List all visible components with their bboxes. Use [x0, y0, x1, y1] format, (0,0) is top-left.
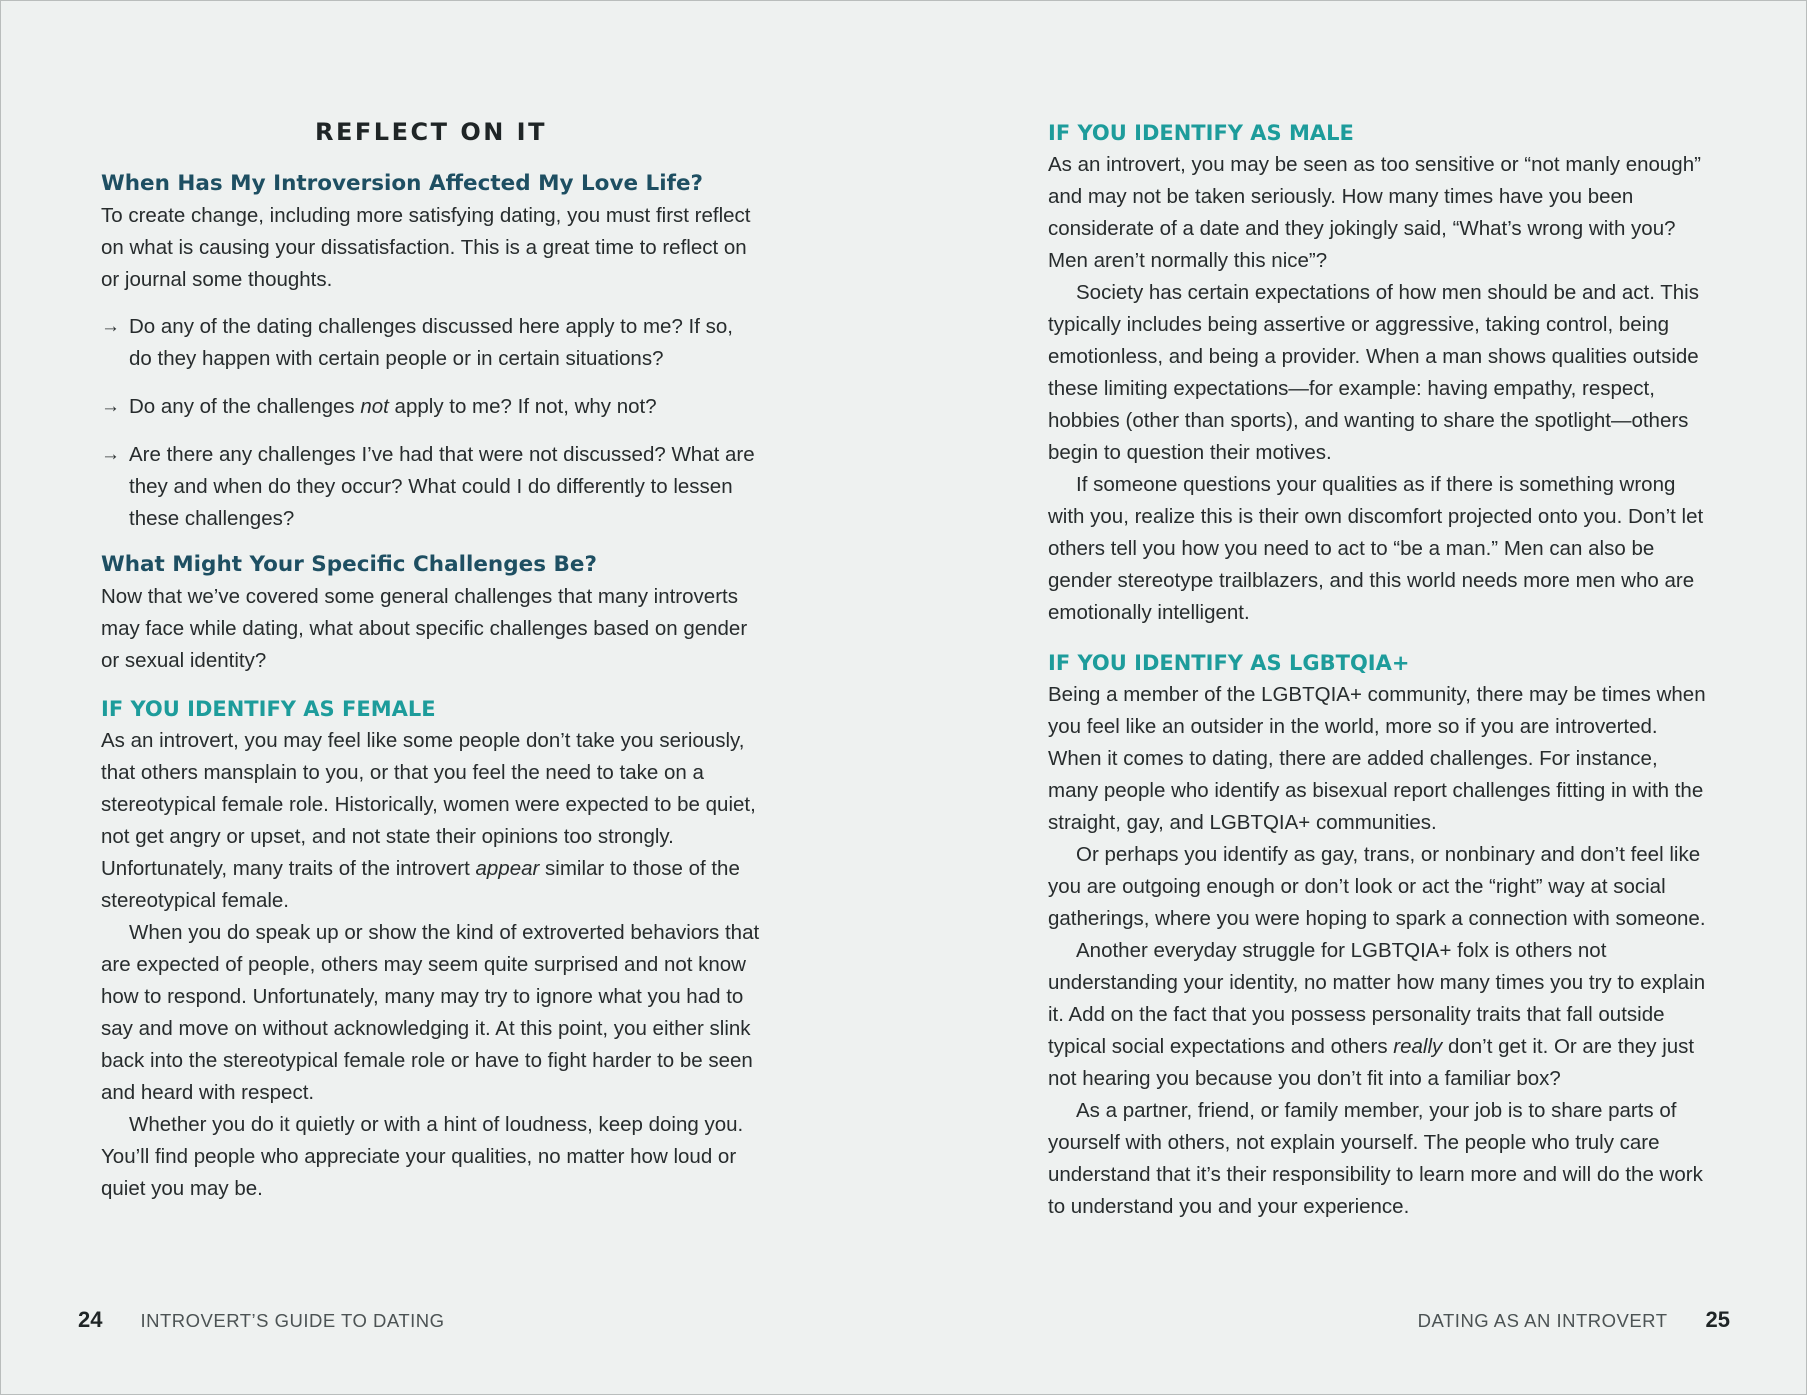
section-heading-love-life: When Has My Introversion Affected My Love Life?	[101, 171, 703, 196]
body-paragraph: Society has certain expectations of how men should be and act. This typically includes being assertive or aggressive, taking control, being emotionless, and being a provider. When a man shows qualities outside these limiting expectations—for example: having empathy, respect, hobbies (other than sports), and wanting to share the spotlight—others begin to question their motives.	[1048, 281, 1699, 464]
list-item	[101, 391, 761, 423]
question-text: Do any of the challenges not apply to me? If not, why not?	[129, 395, 657, 418]
body-paragraph: As a partner, friend, or family member, your job is to share parts of yourself with others, not explain yourself. The people who truly care understand that it’s their responsibility to learn more and will do the work to understand you and your experience.	[1048, 1099, 1703, 1218]
question-text: Are there any challenges I’ve had that were not discussed? What are they and when do they occur? What could I do differently to lessen these challenges?	[129, 443, 755, 530]
section-heading-specific-challenges: What Might Your Specific Challenges Be?	[101, 552, 597, 577]
arrow-right-icon: →	[101, 444, 120, 465]
body-paragraph: Whether you do it quietly or with a hint of loudness, keep doing you. You’ll find people who appreciate your qualities, no matter how loud or quiet you may be.	[101, 1113, 744, 1200]
list-item	[101, 311, 761, 375]
body-paragraph: Being a member of the LGBTQIA+ community, there may be times when you feel like an outsider in the world, more so if you are introverted. When it comes to dating, there are added challenges. For instance, many people who identify as bisexual report challenges fitting in with the straight, gay, and LGBTQIA+ communities.	[1048, 683, 1706, 834]
right-page-footer	[1418, 1307, 1730, 1333]
running-head: DATING AS AN INTROVERT	[1417, 1310, 1668, 1331]
question-text: Do any of the dating challenges discussed here apply to me? If so, do they happen with certain people or in certain situations?	[129, 315, 733, 370]
running-head: INTROVERT’S GUIDE TO DATING	[140, 1310, 445, 1331]
left-page	[101, 1, 761, 1205]
body-paragraph: As an introvert, you may be seen as too sensitive or “not manly enough” and may not be taken seriously. How many times have you been considerate of a date and they jokingly said, “What’s wrong with you? Men aren’t normally this nice”?	[1048, 153, 1701, 272]
page-number: 25	[1705, 1307, 1730, 1332]
reflection-questions-list	[101, 311, 761, 535]
left-page-footer	[78, 1307, 445, 1333]
subheading-female: IF YOU IDENTIFY AS FEMALE	[101, 697, 436, 721]
section-intro-paragraph: Now that we’ve covered some general challenges that many introverts may face while dating, what about specific challenges based on gender or sexual identity?	[101, 585, 748, 672]
body-paragraph: When you do speak up or show the kind of extroverted behaviors that are expected of people, others may seem quite surprised and not know how to respond. Unfortunately, many may try to ignore what you had to say and move on without acknowledging it. At this point, you either slink back into the stereotypical female role or have to fight harder to be seen and heard with respect.	[101, 921, 760, 1104]
body-paragraph: Another everyday struggle for LGBTQIA+ folx is others not understanding your identity, no matter how many times you try to explain it. Add on the fact that you possess personality traits that fall outside typical social expectations and others really don’t get it. Or are they just not hearing you because you don’t fit into a familiar box?	[1048, 939, 1706, 1090]
arrow-right-icon: →	[101, 396, 120, 417]
subheading-lgbtqia: IF YOU IDENTIFY AS LGBTQIA+	[1048, 651, 1410, 675]
list-item	[101, 439, 761, 535]
arrow-right-icon: →	[101, 316, 120, 337]
page-number: 24	[78, 1307, 103, 1332]
body-paragraph: As an introvert, you may feel like some people don’t take you seriously, that others mansplain to you, or that you feel the need to take on a stereotypical female role. Historically, women were expected to be quiet, not get angry or upset, and not state their opinions too strongly. Unfortunately, many traits of the introvert appear similar to those of the stereotypical female.	[101, 729, 756, 912]
right-page	[1048, 1, 1708, 1223]
page-title: REFLECT ON IT	[315, 118, 547, 146]
subheading-male: IF YOU IDENTIFY AS MALE	[1048, 121, 1354, 145]
body-paragraph: If someone questions your qualities as if there is something wrong with you, realize this is their own discomfort projected onto you. Don’t let others tell you how you need to act to “be a man.” Men can also be gender stereotype trailblazers, and this world needs more men who are emotionally intelligent.	[1048, 473, 1704, 624]
section-intro-paragraph: To create change, including more satisfying dating, you must first reflect on what is causing your dissatisfaction. This is a great time to reflect on or journal some thoughts.	[101, 204, 751, 291]
body-paragraph: Or perhaps you identify as gay, trans, or nonbinary and don’t feel like you are outgoing enough or don’t look or act the “right” way at social gatherings, where you were hoping to spark a connection with someone.	[1048, 843, 1706, 930]
